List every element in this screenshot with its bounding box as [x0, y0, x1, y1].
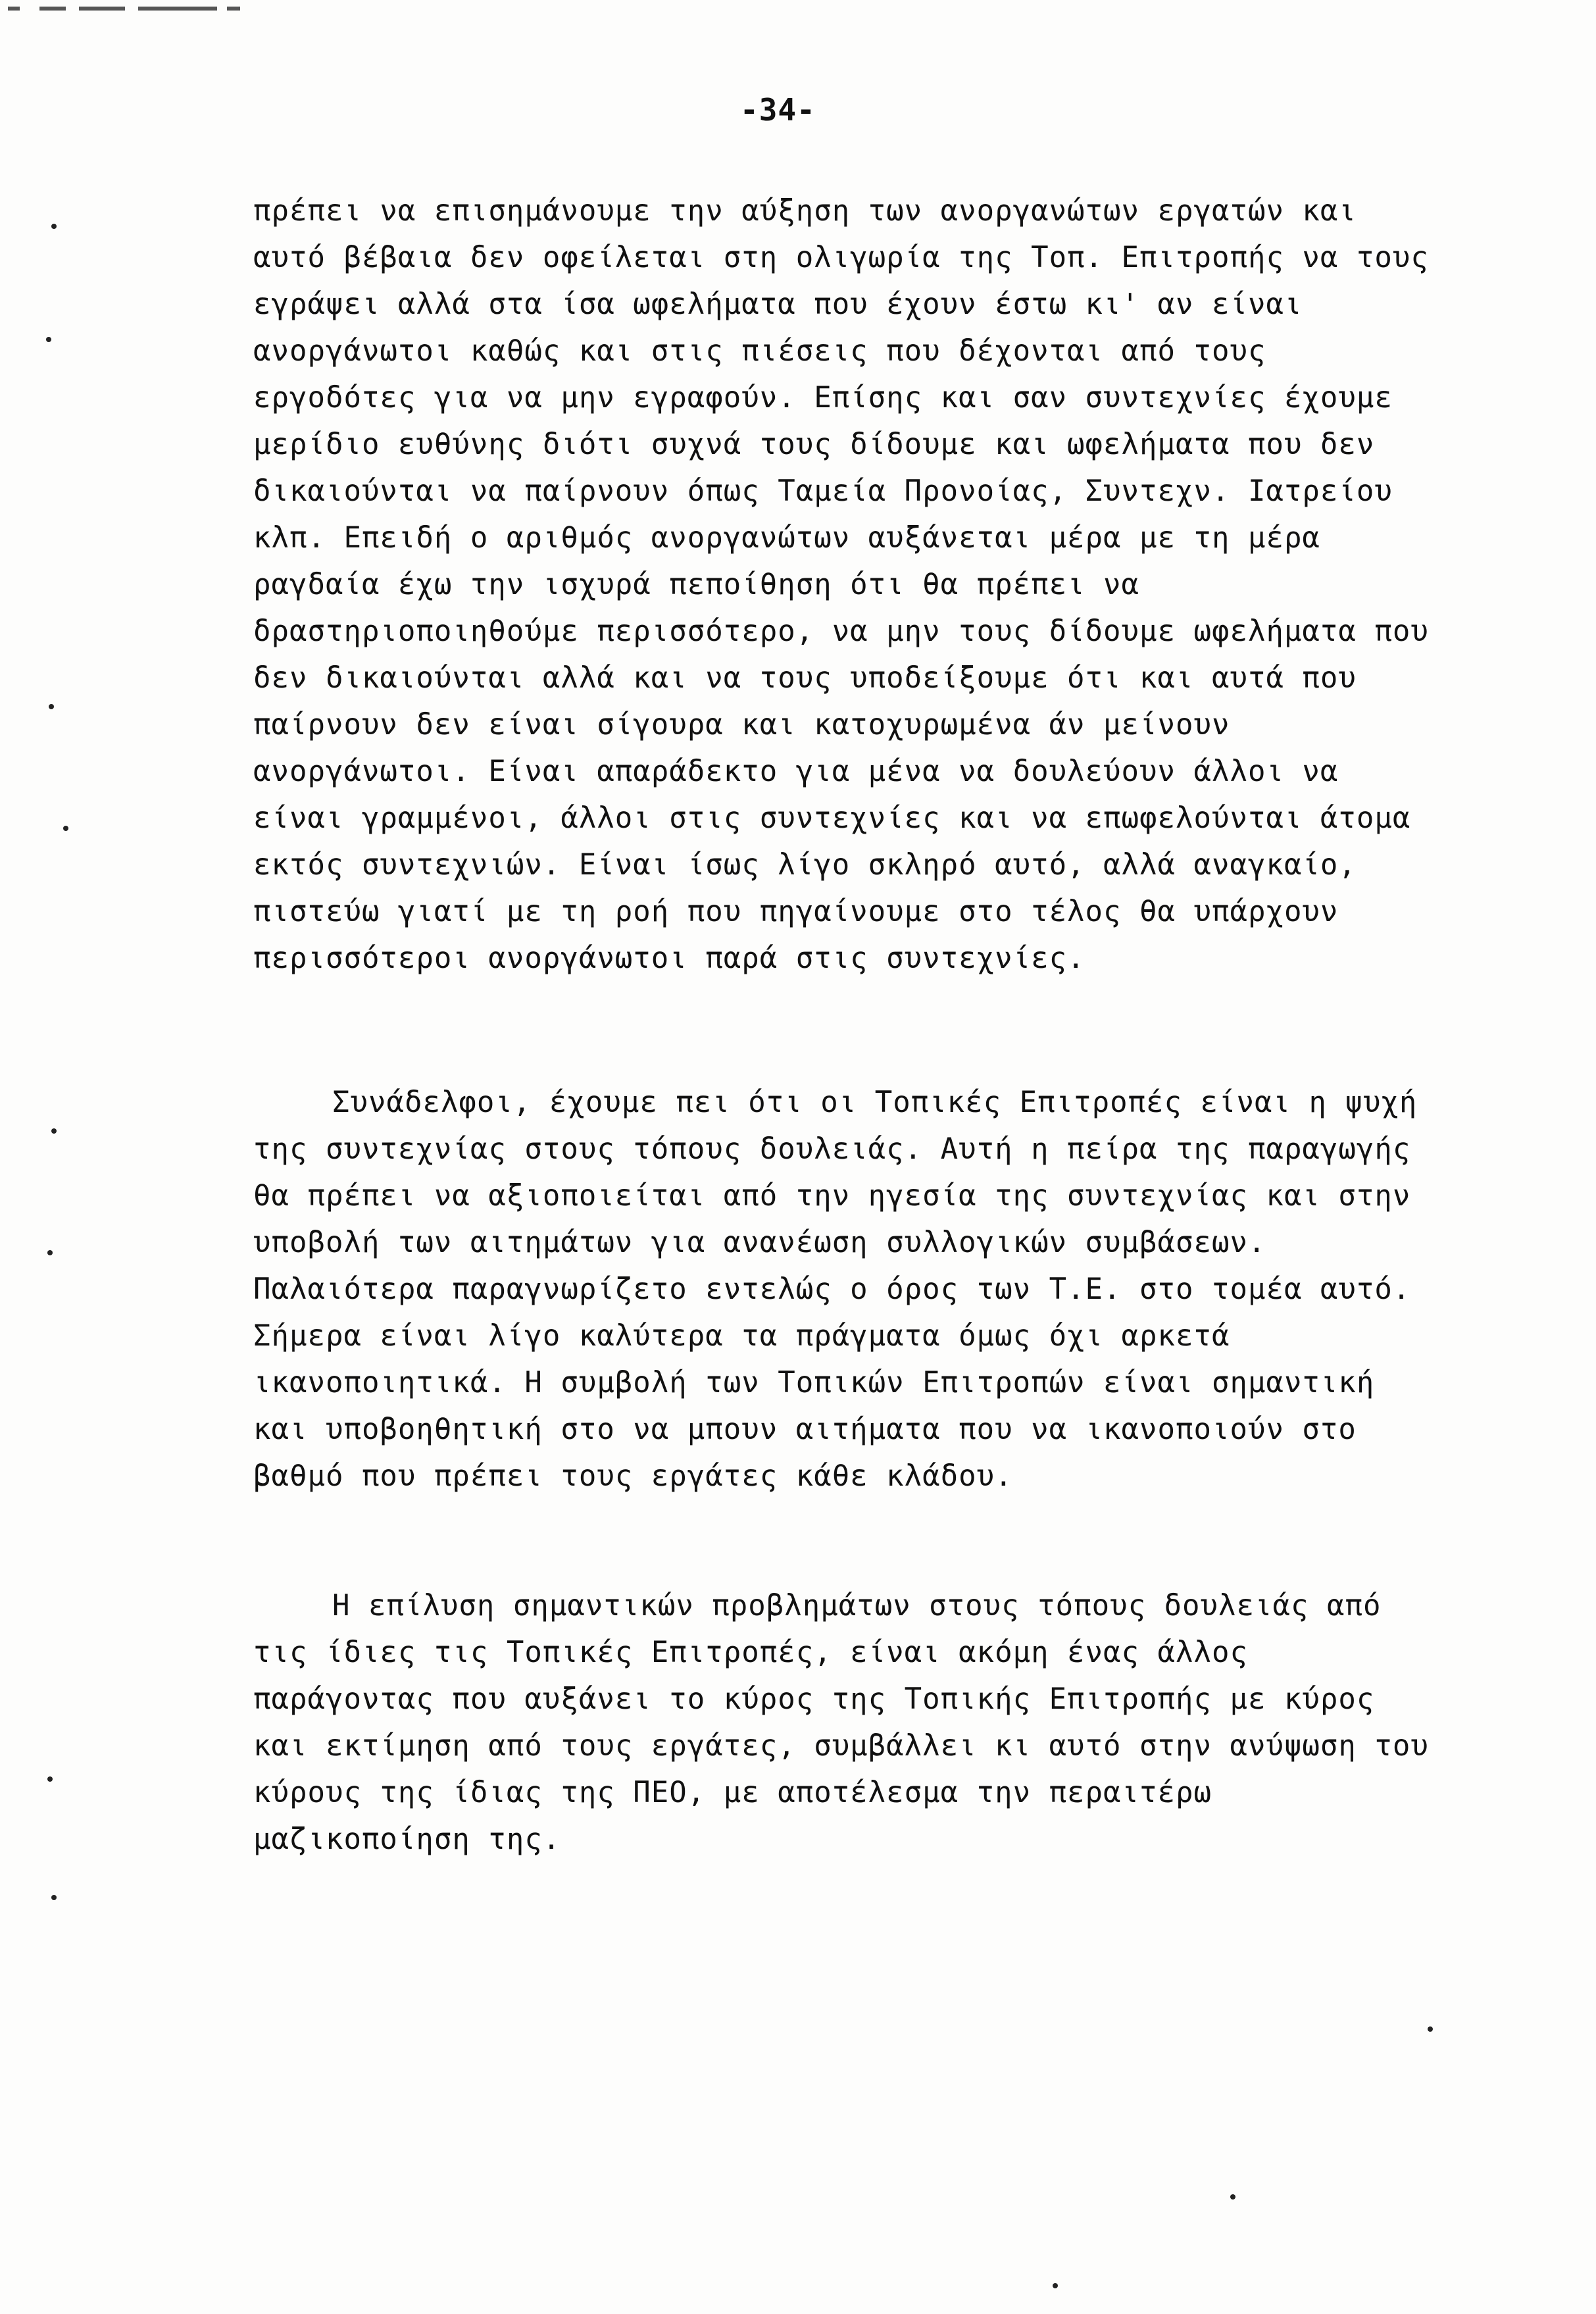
text-line: ανοργάνωτοι καθώς και στις πιέσεις που δέχονται από τους — [253, 334, 1266, 368]
scan-speck — [51, 1128, 57, 1134]
text-line: της συντεχνίας στους τόπους δουλειάς. Αυτή η πείρα της παραγωγής — [253, 1132, 1411, 1166]
paragraph-1 — [253, 188, 1429, 982]
page-number: -34- — [740, 92, 816, 128]
scan-speck — [1428, 2026, 1433, 2032]
text-line: πιστεύω γιατί με τη ροή που πηγαίνουμε στο τέλος θα υπάρχουν — [253, 895, 1339, 928]
scan-speck — [47, 1250, 53, 1255]
text-line: παίρνουν δεν είναι σίγουρα και κατοχυρωμένα άν μείνουν — [253, 708, 1230, 742]
text-line: δραστηριοποιηθούμε περισσότερο, να μην τους δίδουμε ωφελήματα που — [253, 615, 1429, 648]
text-line: κλπ. Επειδή ο αριθμός ανοργανώτων αυξάνεται μέρα με τη μέρα — [253, 521, 1320, 555]
text-line: μερίδιο ευθύνης διότι συχνά τους δίδουμε και ωφελήματα που δεν — [253, 428, 1375, 461]
text-line: περισσότεροι ανοργάνωτοι παρά στις συντεχνίες. — [253, 942, 1085, 975]
text-line: πρέπει να επισημάνουμε την αύξηση των ανοργανώτων εργατών και — [253, 194, 1357, 228]
text-line: ραγδαία έχω την ισχυρά πεποίθηση ότι θα πρέπει να — [253, 568, 1140, 601]
text-line: είναι γραμμένοι, άλλοι στις συντεχνίες και να επωφελούνται άτομα — [253, 801, 1411, 835]
scan-speck — [1053, 2283, 1058, 2288]
text-line: εγράψει αλλά στα ίσα ωφελήματα που έχουν έστω κι' αν είναι — [253, 288, 1303, 321]
paragraph-2 — [253, 1079, 1418, 1499]
text-line: Συνάδελφοι, έχουμε πει ότι οι Τοπικές Επιτροπές είναι η ψυχή — [332, 1086, 1418, 1119]
text-line: δικαιούνται να παίρνουν όπως Ταμεία Προνοίας, Συντεχν. Ιατρείου — [253, 474, 1393, 508]
text-line: θα πρέπει να αξιοποιείται από την ηγεσία της συντεχνίας και στην — [253, 1179, 1411, 1213]
text-line: Παλαιότερα παραγνωρίζετο εντελώς ο όρος των Τ.Ε. στο τομέα αυτό. — [253, 1272, 1411, 1306]
text-line: και υποβοηθητική στο να μπουν αιτήματα που να ικανοποιούν στο — [253, 1413, 1357, 1446]
text-line: εργοδότες για να μην εγραφούν. Επίσης και σαν συντεχνίες έχουμε — [253, 381, 1393, 415]
scan-speck — [51, 1895, 57, 1900]
scan-speck — [63, 826, 68, 831]
text-line: ικανοποιητικά. Η συμβολή των Τοπικών Επιτροπών είναι σημαντική — [253, 1366, 1375, 1399]
text-line: παράγοντας που αυξάνει το κύρος της Τοπικής Επιτροπής με κύρος — [253, 1682, 1375, 1716]
paragraph-3 — [253, 1582, 1429, 1863]
text-line: εκτός συντεχνιών. Είναι ίσως λίγο σκληρό αυτό, αλλά αναγκαίο, — [253, 848, 1357, 882]
scan-speck — [47, 1776, 53, 1782]
text-line: αυτό βέβαια δεν οφείλεται στη ολιγωρία της Τοπ. Επιτροπής να τους — [253, 241, 1429, 274]
scan-speck — [46, 337, 51, 342]
text-line: κύρους της ίδιας της ΠΕΟ, με αποτέλεσμα την περαιτέρω — [253, 1776, 1212, 1809]
text-line: βαθμό που πρέπει τους εργάτες κάθε κλάδου. — [253, 1459, 1013, 1493]
text-line: Η επίλυση σημαντικών προβλημάτων στους τόπους δουλειάς από — [332, 1589, 1382, 1622]
scan-speck — [1230, 2194, 1235, 2200]
text-line: Σήμερα είναι λίγο καλύτερα τα πράγματα όμως όχι αρκετά — [253, 1319, 1230, 1353]
text-line: ανοργάνωτοι. Είναι απαράδεκτο για μένα να δουλεύουν άλλοι να — [253, 755, 1339, 788]
text-line: υποβολή των αιτημάτων για ανανέωση συλλογικών συμβάσεων. — [253, 1226, 1266, 1259]
text-line: τις ίδιες τις Τοπικές Επιτροπές, είναι ακόμη ένας άλλος — [253, 1636, 1248, 1669]
scan-artifact — [0, 0, 263, 16]
scan-speck — [51, 224, 57, 229]
scan-speck — [49, 704, 54, 709]
text-line: μαζικοποίηση της. — [253, 1823, 561, 1856]
text-line: και εκτίμηση από τους εργάτες, συμβάλλει κι αυτό στην ανύψωση του — [253, 1729, 1429, 1763]
text-line: δεν δικαιούνται αλλά και να τους υποδείξουμε ότι και αυτά που — [253, 661, 1357, 695]
